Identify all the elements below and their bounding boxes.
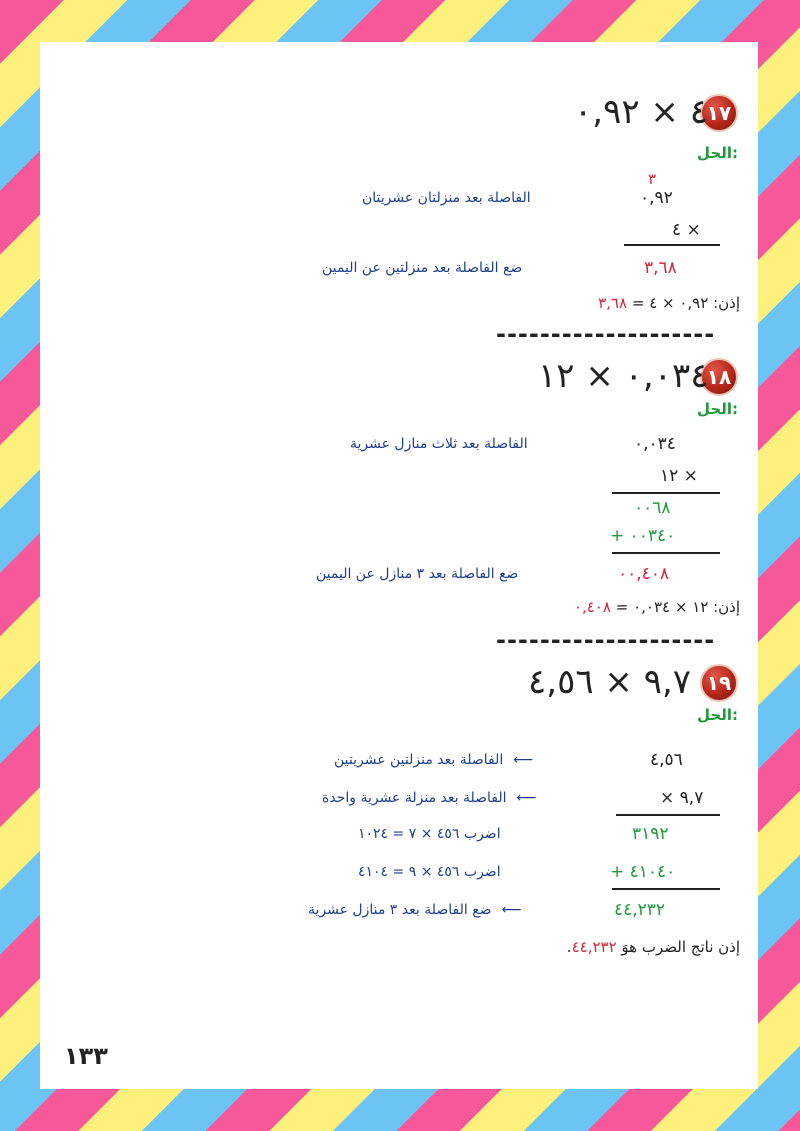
conclusion-value: ٠,٤٠٨ — [573, 598, 611, 616]
conclusion — [567, 938, 740, 956]
worksheet-page — [40, 42, 758, 1089]
product-result: ٤٤,٢٣٢ — [614, 900, 666, 920]
note-text: ضع الفاصلة بعد ٣ منازل عشرية — [308, 902, 492, 918]
problem-18-expression: ٠,٠٣٤ × ١٢ — [538, 356, 709, 396]
sum-line — [612, 492, 720, 494]
conclusion-text: إذن: ٠,٩٢ × ٤ = — [631, 294, 740, 312]
divider: -------------------- — [496, 626, 716, 654]
partial-product-1: ٠٠٦٨ — [634, 498, 671, 518]
solution-label: الحل: — [697, 706, 738, 724]
note-text: الفاصلة بعد منزلة عشرية واحدة — [322, 790, 507, 806]
conclusion-period: . — [566, 938, 572, 956]
problem-17-badge: ١٧ — [700, 94, 738, 132]
conclusion — [598, 294, 740, 312]
conclusion-value: ٣,٦٨ — [598, 294, 628, 312]
problem-17-expression: ٤ × ٠,٩٢ — [574, 92, 708, 132]
solution-label: الحل: — [697, 144, 738, 162]
multiplier: × ٩,٧ — [660, 788, 704, 808]
conclusion-text: إذن ناتج الضرب هوَ — [621, 938, 740, 956]
left-arrow-icon: ⟵ — [516, 790, 537, 806]
note-one-decimal — [322, 790, 537, 806]
multiplicand: ٠,٠٣٤ — [634, 434, 676, 454]
multiplier: ١٢ × — [660, 466, 698, 486]
note-place-decimal: ضع الفاصلة بعد ٣ منازل عن اليمين — [316, 566, 519, 582]
multiplicand: ٠,٩٢ — [640, 188, 673, 208]
product-result: ٣,٦٨ — [644, 258, 677, 278]
note-place-decimal — [308, 902, 522, 918]
multiplier: ٤ × — [672, 220, 701, 240]
note-multiply-by-7: اضرب ٤٥٦ × ٧ = ١٠٢٤ — [358, 826, 501, 842]
problem-19-expression: ٩,٧ × ٤,٥٦ — [528, 662, 692, 702]
carry-digit: ٣ — [648, 170, 657, 188]
note-decimal-places — [334, 752, 533, 768]
sum-line — [612, 552, 720, 554]
note-decimal-places: الفاصلة بعد منزلتان عشريتان — [362, 190, 531, 206]
product-result: ٠٠,٤٠٨ — [618, 564, 670, 584]
left-arrow-icon: ⟵ — [513, 752, 534, 768]
note-place-decimal: ضع الفاصلة بعد منزلتين عن اليمين — [322, 260, 523, 276]
partial-product-2: + ٤١٠٤٠ — [610, 862, 676, 882]
note-multiply-by-9: اضرب ٤٥٦ × ٩ = ٤١٠٤ — [358, 864, 501, 880]
left-arrow-icon: ⟵ — [501, 902, 522, 918]
conclusion — [574, 598, 740, 616]
sum-line — [612, 888, 720, 890]
partial-product-1: ٣١٩٢ — [632, 824, 669, 844]
page-number: ١٣٣ — [64, 1042, 108, 1070]
conclusion-text: إذن: ١٢ × ٠,٠٣٤ = — [615, 598, 740, 616]
conclusion-value: ٤٤,٢٣٢ — [571, 938, 617, 956]
divider: -------------------- — [496, 320, 716, 348]
note-text: الفاصلة بعد منزلتين عشريتين — [334, 752, 504, 768]
problem-19-badge: ١٩ — [700, 664, 738, 702]
sum-line — [616, 814, 720, 816]
multiplicand: ٤,٥٦ — [650, 750, 683, 770]
solution-label: الحل: — [697, 400, 738, 418]
problem-18-badge: ١٨ — [700, 358, 738, 396]
partial-product-2: + ٠٠٣٤٠ — [610, 526, 676, 546]
sum-line — [624, 244, 720, 246]
note-decimal-places: الفاصلة بعد ثلاث منازل عشرية — [350, 436, 528, 452]
